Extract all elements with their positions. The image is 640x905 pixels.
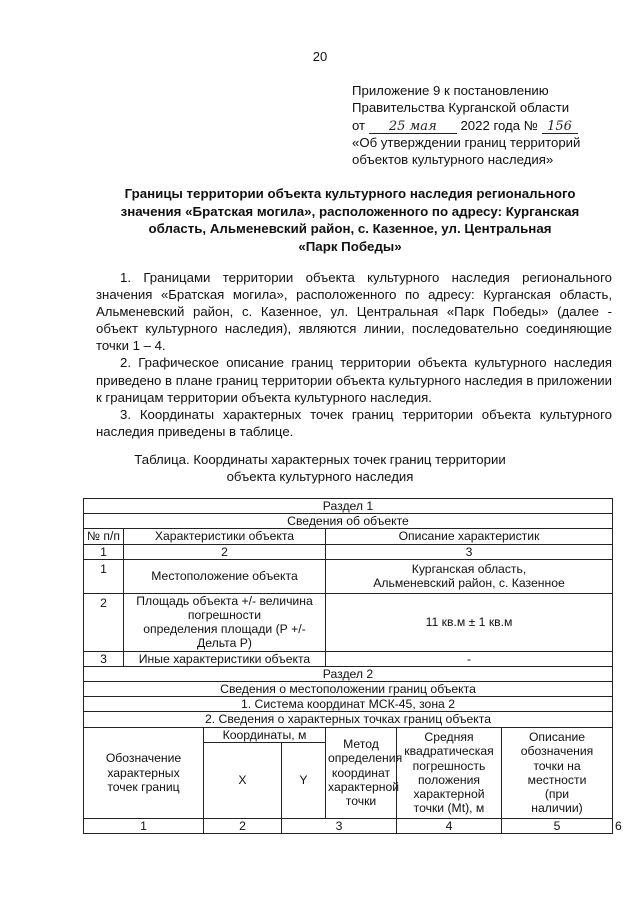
paragraph-2: 2. Графическое описание границ территории объекта культурного наследия приведено в плане границ территории объекта культурного наследия в приложении к границам территории объекта культурного наследия. — [96, 355, 612, 405]
header-line: точек границ — [107, 779, 180, 794]
row-description: - — [326, 651, 613, 666]
row-characteristic: Местоположение объекта — [124, 559, 326, 593]
section2-subtitle: Сведения о местоположении границ объекта — [84, 682, 613, 697]
title-line-4: «Парк Победы» — [298, 238, 402, 254]
table-row — [84, 727, 613, 742]
header-method — [326, 727, 403, 818]
table-row — [84, 529, 613, 544]
row-characteristic: Иные характеристики объекта — [124, 651, 326, 666]
table-row — [84, 559, 613, 593]
table-row — [84, 514, 613, 529]
header-line: погрешность — [412, 758, 486, 773]
number-prefix: № — [523, 117, 538, 133]
table-caption-line-1: Таблица. Координаты характерных точек границ территории — [134, 452, 506, 467]
header-description: Описание характеристик — [326, 529, 613, 544]
table-row — [84, 712, 613, 727]
header-line: характерных — [107, 765, 180, 780]
characteristic-line: Площадь объекта +/- величина погрешности — [136, 593, 313, 623]
table-row — [84, 651, 613, 666]
table-row: 1 2 3 4 5 6 — [84, 818, 613, 833]
number-handwritten: 156 — [542, 120, 578, 134]
header-line: обозначения — [520, 744, 594, 759]
row-characteristic — [124, 593, 326, 651]
row-description: 11 кв.м ± 1 кв.м — [326, 593, 613, 651]
header-characteristics: Характеристики объекта — [124, 529, 326, 544]
table-row — [84, 697, 613, 712]
document-title — [60, 185, 640, 255]
appendix-line-4: «Об утверждении границ территорий — [352, 134, 581, 150]
header-line: точки на — [533, 758, 581, 773]
header-line: точки (Mt), м — [413, 801, 485, 816]
table-row — [84, 682, 613, 697]
paragraph-1: 1. Границами территории объекта культурного наследия регионального значения «Братская могила», расположенного по адресу: Курганская область, Альменевский район, с. Казенное, ул. Центральная «Парк Победы» (далее - объект культурного наследия), являются линии, последовательно соединяющие точки 1 – 4. — [96, 270, 612, 354]
index-cell: 5 — [502, 818, 613, 833]
header-line: местности — [527, 772, 587, 787]
section2-title: Раздел 2 — [84, 666, 613, 681]
paragraph-3: 3. Координаты характерных точек границ территории объекта культурного наследия приведены в таблице. — [96, 406, 612, 439]
characteristic-line: определения площади (Р +/- Дельта Р) — [143, 622, 306, 651]
appendix-block — [352, 82, 622, 168]
header-line: Средняя — [424, 730, 474, 745]
body-text — [96, 269, 612, 440]
section1-title: Раздел 1 — [84, 499, 613, 514]
header-line: точки — [345, 794, 377, 809]
coord-system: 1. Система координат МСК-45, зона 2 — [84, 697, 613, 712]
header-location — [502, 727, 613, 818]
table-row — [84, 666, 613, 681]
title-line-2: значения «Братская могила», расположенного по адресу: Курганская — [120, 203, 580, 219]
header-num: № п/п — [84, 529, 124, 544]
header-coordinates: Координаты, м — [204, 727, 326, 742]
section1-subtitle: Сведения об объекте — [84, 514, 613, 529]
index-cell: 1 — [84, 544, 124, 559]
row-num: 1 — [84, 559, 124, 593]
description-line: Альменевский район, с. Казенное — [373, 576, 565, 591]
header-line: характерной — [413, 786, 485, 801]
header-line: определения — [328, 751, 403, 766]
header-line: Метод — [343, 737, 379, 752]
header-rmse — [397, 727, 502, 818]
header-line: квадратическая — [404, 744, 494, 759]
header-y: Y — [282, 742, 326, 818]
index-cell: 3 — [282, 818, 397, 833]
table-row — [84, 544, 613, 559]
index-cell: 2 — [124, 544, 326, 559]
table-caption — [0, 451, 640, 485]
date-day-handwritten: 25 мая — [369, 120, 457, 134]
coordinates-table — [83, 498, 622, 834]
table-caption-line-2: объекта культурного наследия — [226, 469, 414, 484]
table-row — [84, 499, 613, 514]
row-num: 3 — [84, 651, 124, 666]
header-line: координат — [331, 765, 391, 780]
date-prefix: от — [352, 117, 366, 133]
row-description — [326, 559, 613, 593]
date-year: 2022 года — [460, 117, 521, 133]
header-line: Описание — [528, 730, 586, 745]
header-line: положения — [417, 772, 481, 787]
header-line: наличии) — [531, 801, 583, 816]
points-header: 2. Сведения о характерных точках границ объекта — [84, 712, 613, 727]
appendix-line-5: объектов культурного наследия» — [352, 152, 554, 168]
index-cell: 2 — [204, 818, 282, 833]
header-x: X — [204, 742, 282, 818]
index-cell: 1 — [84, 818, 204, 833]
header-line: Обозначение — [105, 751, 182, 766]
index-cell: 3 — [326, 544, 613, 559]
appendix-line-1: Приложение 9 к постановлению — [352, 83, 549, 98]
header-line: характерной — [328, 779, 400, 794]
description-line: Курганская область, — [411, 562, 527, 577]
title-line-1: Границы территории объекта культурного наследия регионального — [124, 186, 576, 201]
index-cell: 4 — [397, 818, 502, 833]
header-designation — [84, 727, 204, 818]
appendix-date-line — [352, 117, 622, 134]
row-num: 2 — [84, 593, 124, 651]
page-number: 20 — [312, 49, 328, 64]
appendix-line-2: Правительства Курганской области — [352, 100, 570, 116]
table-row — [84, 593, 613, 651]
title-line-3: область, Альменевский район, с. Казенное, ул. Центральная — [148, 221, 552, 236]
header-line: (при — [544, 786, 570, 801]
